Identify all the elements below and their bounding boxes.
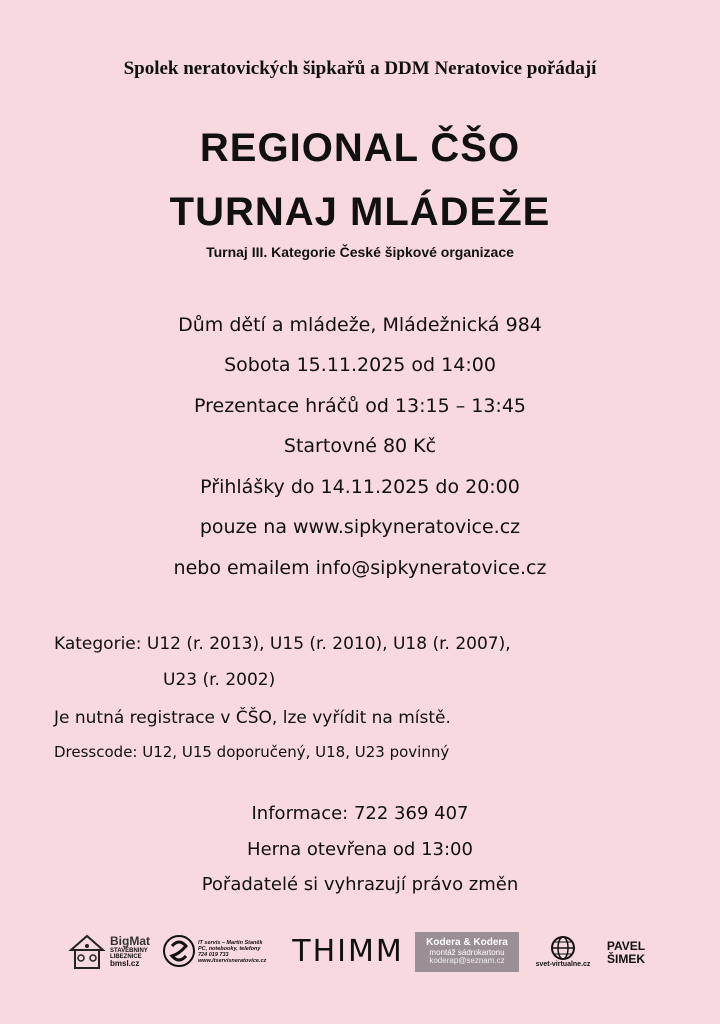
bigmat-line2: LIBEZNICE bbox=[110, 954, 142, 961]
registration-deadline: Přihlášky do 14.11.2025 do 20:00 bbox=[200, 476, 520, 498]
thimm-brand: THIMM bbox=[292, 934, 404, 970]
date-time: Sobota 15.11.2025 od 14:00 bbox=[224, 354, 496, 376]
kodera-line1: Kodera & Kodera bbox=[426, 937, 508, 949]
categories-line-2: U23 (r. 2002) bbox=[163, 670, 276, 690]
bigmat-logo bbox=[110, 932, 158, 972]
organizer-line: Spolek neratovických šipkařů a DDM Neratovice pořádají bbox=[123, 58, 597, 79]
svet-url: svet-virtualne.cz bbox=[535, 961, 591, 969]
it-servis-url: www.itservisneratovice.cz bbox=[198, 957, 267, 964]
title-line-2: TURNAJ MLÁDEŽE bbox=[169, 190, 551, 234]
email-line: nebo emailem info@sipkyneratovice.cz bbox=[173, 557, 547, 579]
kodera-line2: montáž sádrokartonu bbox=[429, 947, 505, 957]
info-phone: Informace: 722 369 407 bbox=[251, 803, 469, 824]
info-rights: Pořadatelé si vyhrazují právo změn bbox=[201, 874, 519, 895]
pavel-line1: PAVEL bbox=[606, 939, 646, 954]
kodera-email: koderap@seznam.cz bbox=[429, 956, 505, 966]
registration-note: Je nutná registrace v ČŠO, lze vyřídit na místě. bbox=[54, 708, 451, 728]
it-servis-line1: IT servis – Martin Staněk bbox=[198, 940, 263, 947]
website-line: pouze na www.sipkyneratovice.cz bbox=[199, 516, 521, 538]
kodera-logo bbox=[415, 932, 519, 972]
entry-fee: Startovné 80 Kč bbox=[283, 435, 437, 457]
thimm-logo bbox=[286, 936, 410, 968]
svet-virtualne-logo bbox=[530, 930, 596, 974]
venue: Dům dětí a mládeže, Mládežnická 984 bbox=[178, 314, 542, 336]
it-servis-text bbox=[198, 934, 282, 972]
subtitle: Turnaj III. Kategorie České šipkové organizace bbox=[206, 244, 514, 260]
title-line-1: REGIONAL ČŠO bbox=[199, 126, 521, 170]
it-servis-line2: PC, notebooky, telefony bbox=[198, 946, 261, 953]
house-logo-icon bbox=[68, 932, 106, 972]
bigmat-line1: STAVEBNINY bbox=[110, 947, 148, 954]
pavel-simek-logo bbox=[598, 936, 654, 970]
dresscode: Dresscode: U12, U15 doporučený, U18, U23 povinný bbox=[54, 743, 450, 761]
info-opening: Herna otevřena od 13:00 bbox=[247, 839, 473, 860]
it-servis-logo-icon bbox=[162, 934, 196, 968]
it-servis-phone: 724 019 733 bbox=[198, 952, 229, 958]
presentation-time: Prezentace hráčů od 13:15 – 13:45 bbox=[193, 395, 527, 417]
bigmat-brand: BigMat bbox=[110, 934, 150, 949]
categories-line-1: Kategorie: U12 (r. 2013), U15 (r. 2010), U18 (r. 2007), bbox=[54, 634, 511, 654]
globe-icon bbox=[550, 935, 576, 961]
bigmat-url: bmsl.cz bbox=[110, 959, 140, 969]
sponsor-strip bbox=[60, 930, 660, 974]
pavel-line2: ŠIMEK bbox=[606, 952, 645, 966]
